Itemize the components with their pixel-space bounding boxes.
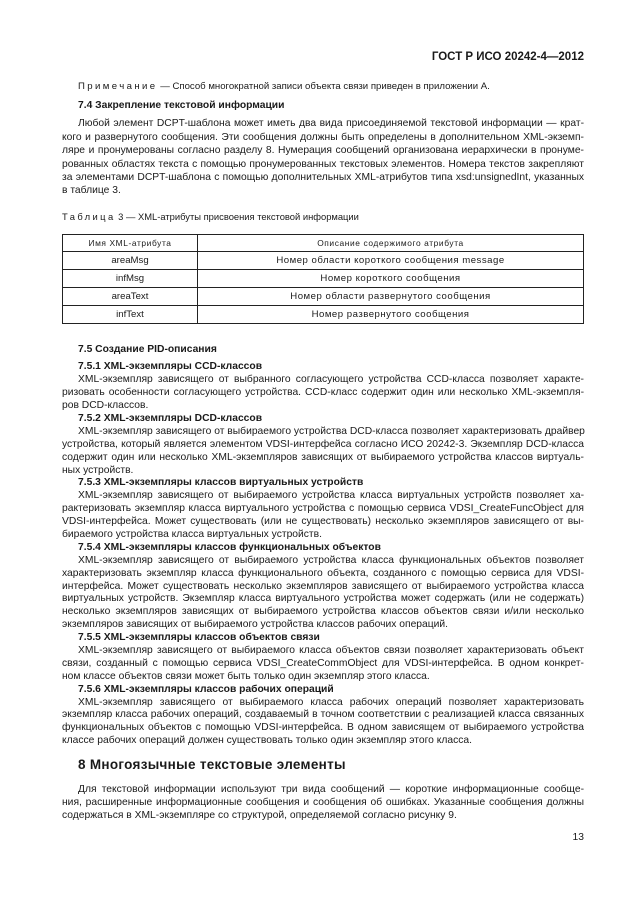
subsection <box>62 413 584 477</box>
section-7-4 <box>62 99 584 198</box>
text-line: интерфейса. Может существовать несколько экземпляров зависящего от выбираемого устройства класса <box>62 580 584 592</box>
note-text: — Способ многократной записи объекта связи приведен в приложении А. <box>157 81 490 92</box>
text-line: XML-экземпляр зависящего от выбранного согласующего устройства CCD-класса позволяет характе- <box>78 374 584 386</box>
text-line: экземпляр класса рабочих операций, создаваемый в точном соответствии с реализацией класса связанных <box>62 709 584 721</box>
subsection <box>62 477 584 541</box>
subsection-heading: 7.5.6 XML-экземпляры классов рабочих операций <box>78 683 334 695</box>
attribute-description: Номер области короткого сообщения message <box>198 252 584 270</box>
subsection <box>62 684 584 748</box>
table-row <box>63 270 584 288</box>
attribute-name: infText <box>63 306 198 324</box>
text-line: содержаться в XML-экземпляре со структурой, определяемой согласно рисунку 9. <box>62 809 457 821</box>
text-line: экземпляров зависящих от выбираемого устройства классов рабочих операций. <box>62 619 449 631</box>
text-line: несколько экземпляров зависящих от выбираемого устройства классов объектов связи и/или несколько <box>62 606 584 618</box>
attribute-name: areaMsg <box>63 252 198 270</box>
section-8 <box>62 757 584 823</box>
column-header: Описание содержимого атрибута <box>198 235 584 252</box>
subsection-heading: 7.5.5 XML-экземпляры классов объектов связи <box>78 632 320 644</box>
table-row <box>63 288 584 306</box>
page-number: 13 <box>572 832 584 843</box>
text-line: ния, расширенные информационные сообщения и сообщения об ошибках. Указанные сообщения должны <box>62 796 584 808</box>
attribute-name: infMsg <box>63 270 198 288</box>
text-line: рованных областях текста с помощью пронумерованных текстовых элементов. Номера текстов закрепляют <box>62 158 584 170</box>
subsection <box>62 632 584 684</box>
text-line: за элементами DCPT-шаблона с помощью дополнительных XML-атрибутов типа xsd:unsignedInt, указанных <box>62 171 584 183</box>
text-line: ном классе объектов связи может быть только один экземпляр этого класса. <box>62 670 430 682</box>
text-line: бираемого устройства класса виртуальных устройств. <box>62 528 322 540</box>
text-line: виртуальных устройств. Экземпляр класса виртуального устройства может содержать (или не содержать) <box>62 593 584 605</box>
subsection <box>62 361 584 413</box>
table-row <box>63 252 584 270</box>
table-caption <box>62 211 359 222</box>
attribute-description: Номер развернутого сообщения <box>198 306 584 324</box>
subsection-heading: 7.5.3 XML-экземпляры классов виртуальных устройств <box>78 477 364 489</box>
text-line: кого и развернутого сообщения. Эти сообщения должны быть определены в дополнительном XML-экземп- <box>62 131 584 143</box>
column-header: Имя XML-атрибута <box>63 235 198 252</box>
text-line: характеризовать экземпляр класса функционального объекта, созданного с помощью сервиса для VDSI- <box>62 567 584 579</box>
text-line: XML-экземпляр зависящего от выбираемого класса объектов связи позволяет характеризовать объект <box>78 644 584 656</box>
text-line: Любой элемент DCPT-шаблона может иметь два вида присоединяемой текстовой информации — крат- <box>78 118 584 130</box>
text-line: содержит один или несколько XML-экземпляров зависящих от выбираемого устройства классов виртуаль- <box>62 451 584 463</box>
text-line: ров DCD-классов. <box>62 400 149 412</box>
text-line: ляре и пронумерованы согласно разделу 8. Нумерация сообщений организована иерархически в пронуме- <box>62 145 584 157</box>
subsection-heading: 7.5.1 XML-экземпляры CCD-классов <box>78 361 263 373</box>
text-line: XML-экземпляр зависящего от выбираемого устройства класса виртуальных устройств позволяет ха- <box>78 490 584 502</box>
text-line: ризовать особенности согласующего устройства. CCD-класс содержит один или несколько XML-экземпля- <box>62 387 584 399</box>
section-heading: 7.5 Создание PID-описания <box>78 344 217 355</box>
attribute-name: areaText <box>63 288 198 306</box>
text-line: XML-экземпляр зависящего от выбираемого класса рабочих операций позволяет характеризовать <box>78 696 584 708</box>
note <box>78 81 490 92</box>
text-line: XML-экземпляр зависящего от выбираемого устройства класса функциональных объектов позволяет <box>78 554 584 566</box>
document-header: ГОСТ Р ИСО 20242-4—2012 <box>431 51 584 63</box>
text-line: VDSI-интерфейса. Может существовать (или не существовать) несколько экземпляров зависящего от вы- <box>62 516 584 528</box>
text-line: в таблице 3. <box>62 185 121 197</box>
table-caption-text: 3 — XML-атрибуты присвоения текстовой информации <box>115 211 359 222</box>
text-line: классе рабочих операций должен существовать только один экземпляр этого класса. <box>62 735 472 747</box>
text-line: функциональных объектов с помощью VDSI-интерфейса. В одном зависящем от выбираемого устройства <box>62 722 584 734</box>
subsection-heading: 7.5.4 XML-экземпляры классов функциональных объектов <box>78 541 381 553</box>
text-line: рактеризовать экземпляр класса виртуального устройства с помощью сервиса VDSI_CreateFuncObject для <box>62 503 584 515</box>
table-row <box>63 306 584 324</box>
attribute-description: Номер области развернутого сообщения <box>198 288 584 306</box>
section-7-5 <box>62 343 584 748</box>
attribute-description: Номер короткого сообщения <box>198 270 584 288</box>
subsection <box>62 542 584 632</box>
xml-attributes-table <box>62 234 584 324</box>
text-line: XML-экземпляр зависящего от выбираемого устройства DCD-класса позволяет характеризовать драйвер <box>78 425 585 437</box>
text-line: Для текстовой информации используют три вида сообщений — короткие информационные сообще- <box>78 784 584 795</box>
subsection-heading: 7.5.2 XML-экземпляры DCD-классов <box>78 412 263 424</box>
section-heading: 8 Многоязычные текстовые элементы <box>78 757 346 772</box>
table-caption-label: Таблица <box>62 211 116 222</box>
section-heading: 7.4 Закрепление текстовой информации <box>78 100 285 111</box>
text-line: устройства, который является элементом VDSI-интерфейса согласно ИСО 20242-3. Экземпляр DCD-класса <box>62 438 584 450</box>
text-line: ных устройств. <box>62 464 134 476</box>
text-line: связи, созданный с помощью сервиса VDSI_CreateCommObject для VDSI-интерфейса. В одном конкрет- <box>62 657 584 669</box>
note-label: Примечание <box>78 81 158 92</box>
